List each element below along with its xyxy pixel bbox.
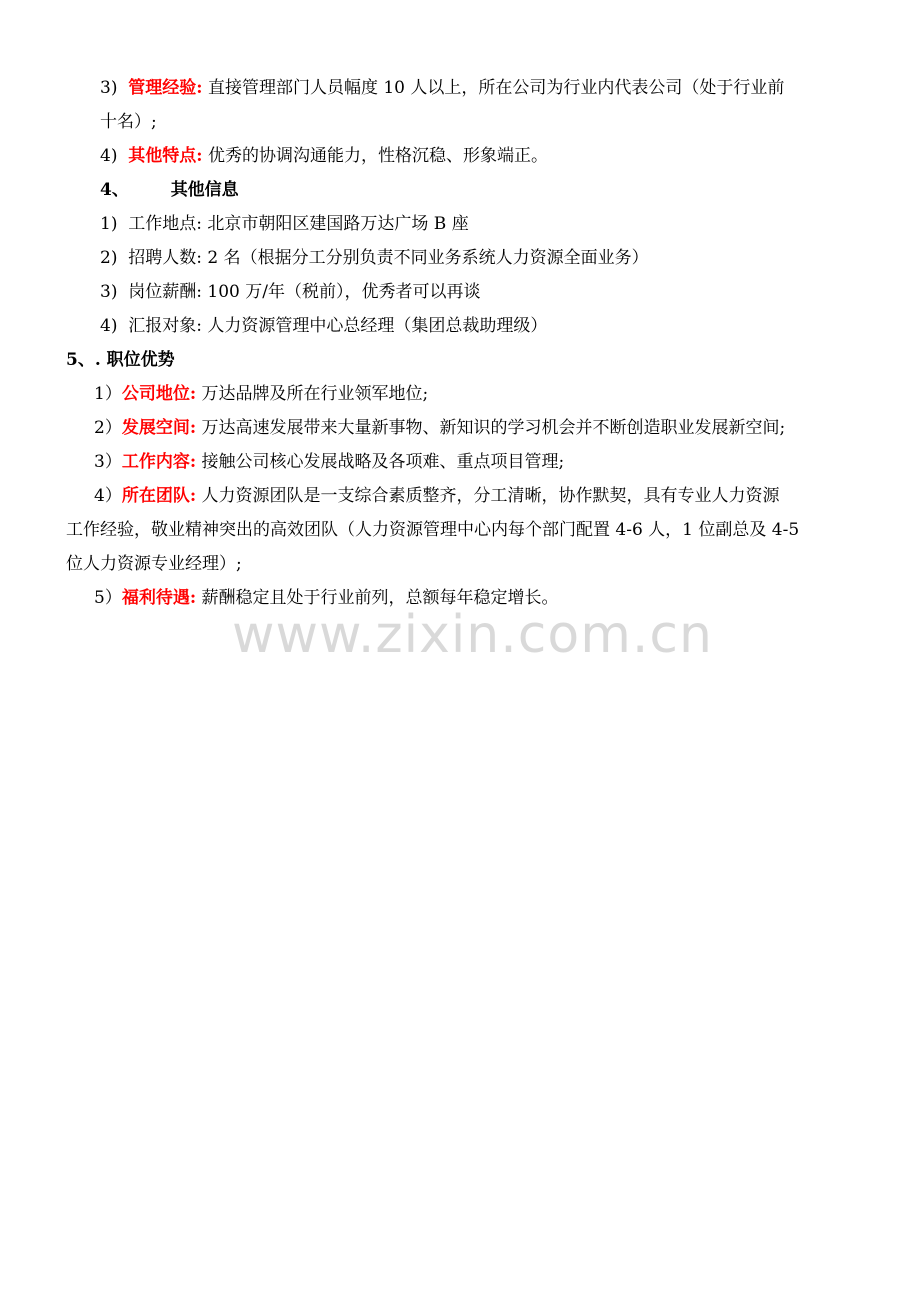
section-number: 4、	[100, 180, 129, 200]
section-5-heading	[66, 349, 175, 371]
item-number: 3)	[100, 282, 118, 302]
job-content-item	[94, 451, 564, 473]
item-label: 所在团队:	[121, 486, 197, 506]
item-number: 2)	[100, 248, 118, 268]
growth-space-item	[94, 417, 785, 439]
item-text: 直接管理部门人员幅度 10 人以上，所在公司为行业内代表公司（处于行业前	[207, 78, 785, 98]
item-text: 招聘人数: 2 名（根据分工分别负责不同业务系统人力资源全面业务）	[128, 248, 649, 268]
item-label: 福利待遇:	[121, 588, 197, 608]
team-item-continuation-1	[66, 519, 799, 541]
item-label: 公司地位:	[121, 384, 197, 404]
team-item	[94, 485, 780, 507]
salary-item	[100, 281, 480, 303]
item-label: 发展空间:	[121, 418, 197, 438]
item-text: 工作地点: 北京市朝阳区建国路万达广场 B 座	[128, 214, 469, 234]
reporting-line-item	[100, 315, 547, 337]
item-number: 1)	[100, 214, 118, 234]
item-text: 接触公司核心发展战略及各项难、重点项目管理;	[201, 452, 565, 472]
item-text: 薪酬稳定且处于行业前列，总额每年稳定增长。	[201, 588, 559, 608]
work-location-item	[100, 213, 469, 235]
item-text: 岗位薪酬: 100 万/年（税前），优秀者可以再谈	[128, 282, 481, 302]
item-text-continuation: 工作经验，敬业精神突出的高效团队（人力资源管理中心内每个部门配置 4-6 人，1 位副总及 4-5	[66, 520, 800, 540]
item-text-continuation: 十名）;	[100, 112, 157, 132]
headcount-item	[100, 247, 649, 269]
item-number: 3)	[100, 78, 118, 98]
item-text: 优秀的协调沟通能力，性格沉稳、形象端正。	[207, 146, 548, 166]
section-title: 5、. 职位优势	[66, 350, 175, 370]
section-title: 其他信息	[170, 180, 239, 200]
section-4-heading	[100, 179, 239, 201]
item-text-continuation: 位人力资源专业经理）;	[66, 554, 242, 574]
watermark: www.zixin.com.cn	[232, 605, 713, 665]
company-status-item	[94, 383, 428, 405]
item-number: 4）	[94, 486, 122, 506]
item-number: 4)	[100, 146, 118, 166]
item-number: 2）	[94, 418, 122, 438]
item-text: 万达高速发展带来大量新事物、新知识的学习机会并不断创造职业发展新空间;	[201, 418, 786, 438]
item-text: 汇报对象: 人力资源管理中心总经理（集团总裁助理级）	[128, 316, 548, 336]
item-label: 工作内容:	[121, 452, 197, 472]
item-text: 人力资源团队是一支综合素质整齐，分工清晰，协作默契，具有专业人力资源	[201, 486, 780, 506]
item-label: 管理经验:	[128, 78, 203, 98]
item-number: 5）	[94, 588, 122, 608]
item-number: 3）	[94, 452, 122, 472]
item-label: 其他特点:	[128, 146, 203, 166]
item-text: 万达品牌及所在行业领军地位;	[201, 384, 429, 404]
management-experience-continuation	[100, 111, 157, 133]
team-item-continuation-2	[66, 553, 242, 575]
item-number: 4)	[100, 316, 118, 336]
other-traits-item	[100, 145, 548, 167]
management-experience-item	[100, 77, 784, 99]
item-number: 1）	[94, 384, 122, 404]
